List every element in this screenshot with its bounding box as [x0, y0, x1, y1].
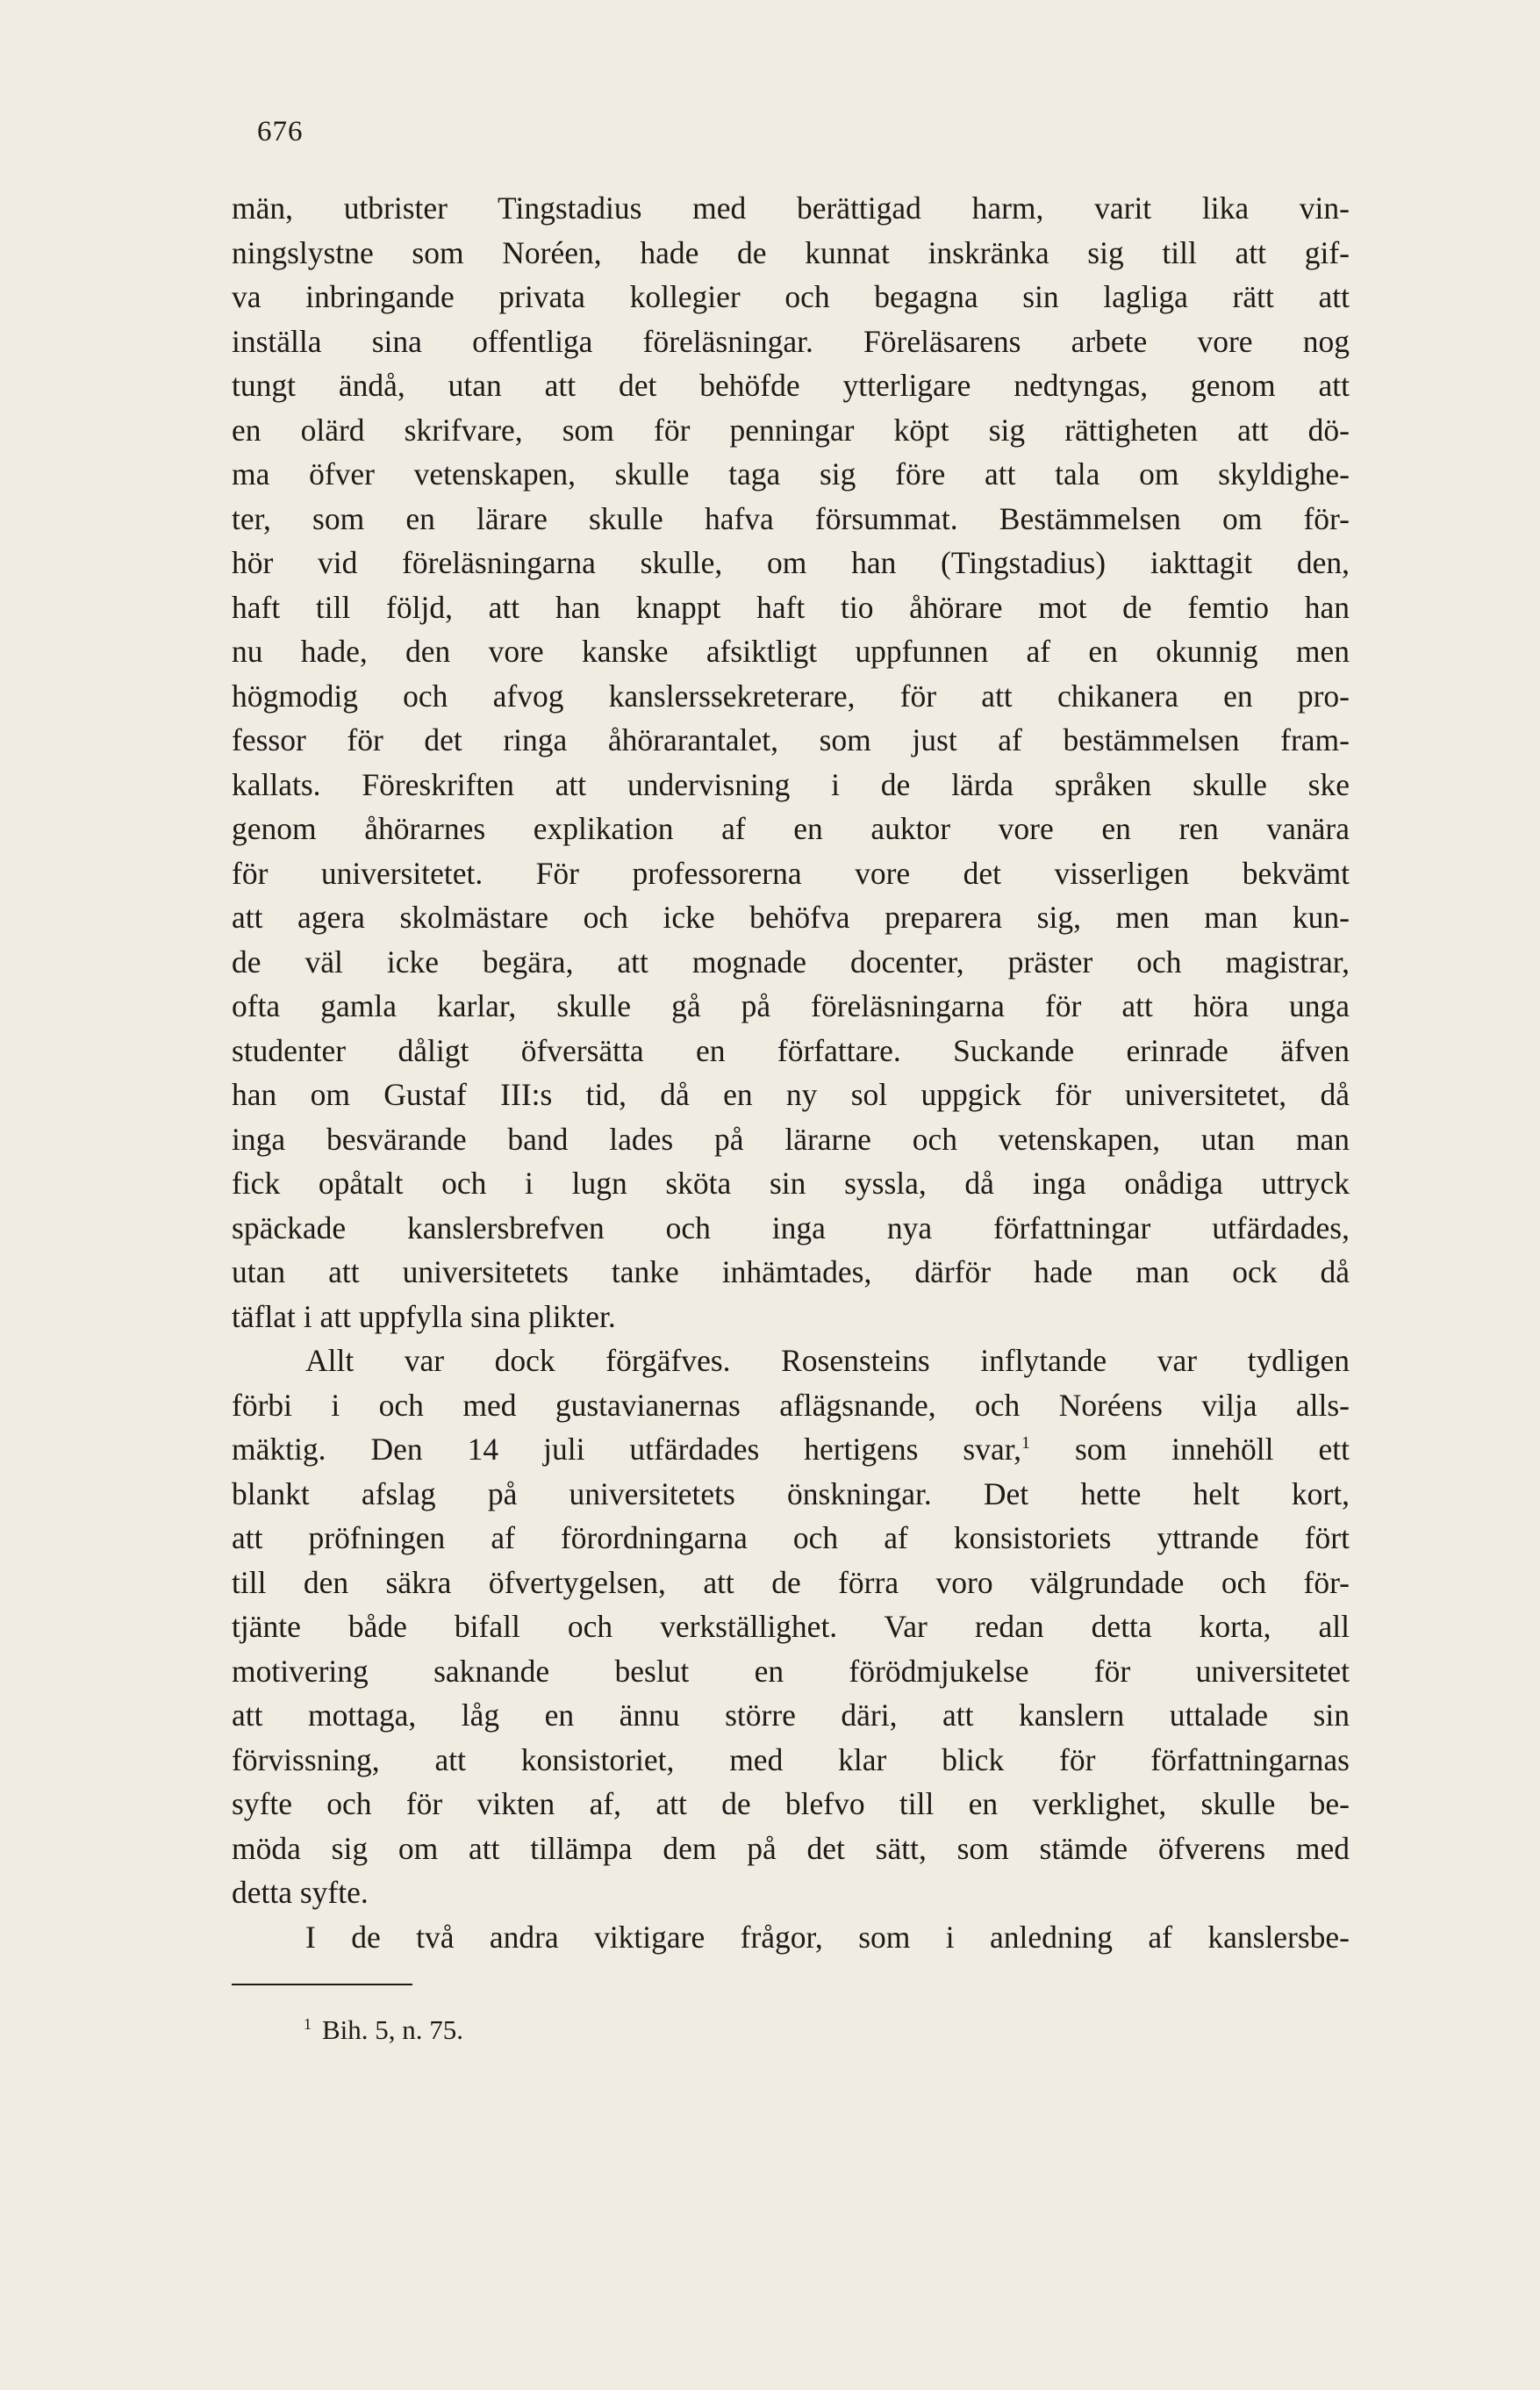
- text-line: haft till följd, att han knappt haft tio åhörare mot de femtio han: [232, 589, 1350, 625]
- text-line: va inbringande privata kollegier och begagna sin lagliga rätt att: [232, 279, 1350, 314]
- text-line: I de två andra viktigare frågor, som i anledning af kanslersbe-: [305, 1919, 1350, 1955]
- text-line: att agera skolmästare och icke behöfva preparera sig, men man kun-: [232, 900, 1350, 935]
- text-line: en olärd skrifvare, som för penningar köpt sig rättigheten att dö-: [232, 412, 1350, 448]
- text-line: möda sig om att tillämpa dem på det sätt, som stämde öfverens med: [232, 1830, 1350, 1866]
- text-segment: mäktig. Den 14 juli utfärdades hertigens svar,: [232, 1432, 1021, 1467]
- text-line: detta syfte.: [232, 1875, 369, 1910]
- footnote-text: Bih. 5, n. 75.: [322, 2014, 464, 2045]
- text-line: kallats. Föreskriften att undervisning i de lärda språken skulle ske: [232, 766, 1350, 802]
- text-line: ningslystne som Noréen, hade de kunnat inskränka sig till att gif-: [232, 234, 1350, 270]
- text-line: att mottaga, låg en ännu större däri, att kanslern uttalade sin: [232, 1697, 1350, 1733]
- text-line: späckade kanslersbrefven och inga nya författningar utfärdades,: [232, 1209, 1350, 1245]
- text-line: förbi i och med gustavianernas aflägsnande, och Noréens vilja alls-: [232, 1387, 1350, 1423]
- text-line: ma öfver vetenskapen, skulle taga sig före att tala om skyldighe-: [232, 456, 1350, 492]
- text-line: syfte och för vikten af, att de blefvo till en verklighet, skulle be-: [232, 1786, 1350, 1821]
- footnote-ref-mark: 1: [1021, 1433, 1030, 1453]
- text-line: fessor för det ringa åhörarantalet, som just af bestämmelsen fram-: [232, 722, 1350, 757]
- footnote-divider: [232, 1984, 412, 1985]
- text-line: män, utbrister Tingstadius med berättigad harm, varit lika vin-: [232, 190, 1350, 226]
- text-line: ter, som en lärare skulle hafva försummat. Bestämmelsen om för-: [232, 500, 1350, 536]
- text-line: han om Gustaf III:s tid, då en ny sol uppgick för universitetet, då: [232, 1077, 1350, 1112]
- footnote: [304, 2013, 463, 2048]
- text-line: motivering saknande beslut en förödmjukelse för universitetet: [232, 1653, 1350, 1689]
- text-line: de väl icke begära, att mognade docenter, präster och magistrar,: [232, 944, 1350, 980]
- text-line: förvissning, att konsistoriet, med klar blick för författningarnas: [232, 1741, 1350, 1777]
- text-line: att pröfningen af förordningarna och af konsistoriets yttrande fört: [232, 1520, 1350, 1555]
- text-line: till den säkra öfvertygelsen, att de förra voro välgrundade och för-: [232, 1564, 1350, 1600]
- text-line: utan att universitetets tanke inhämtades, därför hade man ock då: [232, 1254, 1350, 1289]
- text-line: studenter dåligt öfversätta en författare. Suckande erinrade äfven: [232, 1032, 1350, 1068]
- text-line: Allt var dock förgäfves. Rosensteins inflytande var tydligen: [305, 1343, 1350, 1378]
- text-line: täflat i att uppfylla sina plikter.: [232, 1298, 616, 1334]
- text-line-with-footnote-ref: [232, 1427, 1350, 1472]
- text-line: fick opåtalt och i lugn sköta sin syssla, då inga onådiga uttryck: [232, 1166, 1350, 1201]
- text-line: inga besvärande band lades på lärarne och vetenskapen, utan man: [232, 1121, 1350, 1157]
- footnote-mark: 1: [304, 2014, 312, 2033]
- text-line: inställa sina offentliga föreläsningar. Föreläsarens arbete vore nog: [232, 323, 1350, 359]
- text-line: högmodig och afvog kanslerssekreterare, för att chikanera en pro-: [232, 678, 1350, 714]
- text-line: ofta gamla karlar, skulle gå på föreläsningarna för att höra unga: [232, 988, 1350, 1023]
- text-line: tjänte både bifall och verkställighet. Var redan detta korta, all: [232, 1609, 1350, 1644]
- body-text: [232, 186, 1350, 1959]
- text-line: för universitetet. För professorerna vore det visserligen bekvämt: [232, 855, 1350, 891]
- text-line: hör vid föreläsningarna skulle, om han (Tingstadius) iakttagit den,: [232, 545, 1350, 580]
- text-segment: som innehöll ett: [1030, 1432, 1350, 1467]
- text-line: genom åhörarnes explikation af en auktor vore en ren vanära: [232, 811, 1350, 846]
- text-line: tungt ändå, utan att det behöfde ytterligare nedtyngas, genom att: [232, 368, 1350, 403]
- page-number: 676: [257, 116, 304, 147]
- text-line: nu hade, den vore kanske afsiktligt uppfunnen af en okunnig men: [232, 634, 1350, 669]
- text-line: blankt afslag på universitetets önskningar. Det hette helt kort,: [232, 1475, 1350, 1511]
